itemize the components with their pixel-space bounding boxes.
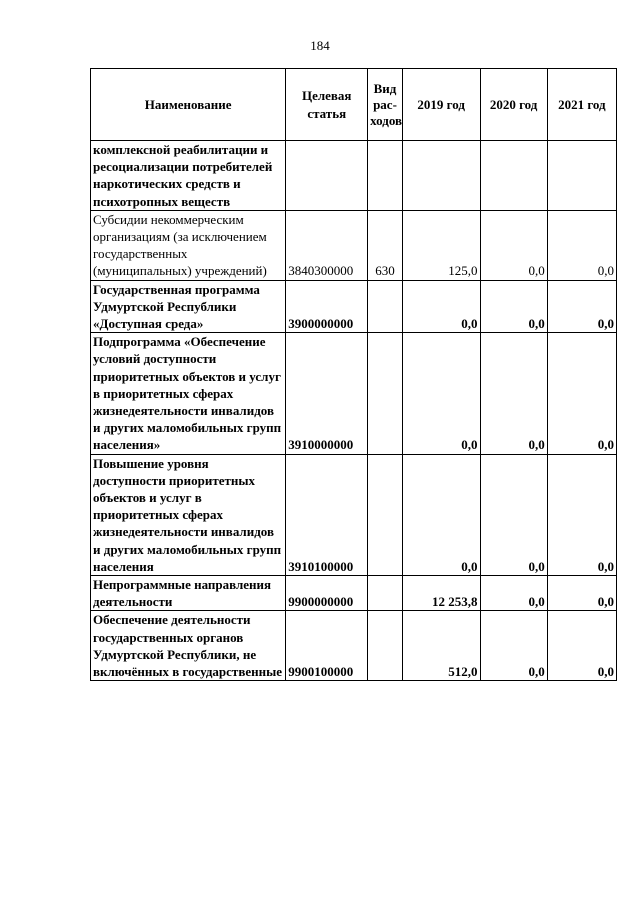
table-row [91, 576, 617, 611]
table-row [91, 611, 617, 681]
row-value-2021: 0,0 [547, 280, 616, 333]
header-target: Целевая статья [286, 69, 368, 141]
row-value-2021: 0,0 [547, 611, 616, 681]
header-2021: 2021 год [547, 69, 616, 141]
row-name: Повышение уровня доступности приоритетных объектов и услуг в приоритетных сферах жизнедеятельности инвалидов и других маломобильных групп населения [91, 454, 286, 575]
row-value-2019: 512,0 [402, 611, 480, 681]
table-row [91, 454, 617, 575]
header-2019: 2019 год [402, 69, 480, 141]
header-2020: 2020 год [480, 69, 547, 141]
row-value-2021: 0,0 [547, 210, 616, 280]
row-value-2020: 0,0 [480, 576, 547, 611]
row-value-2020 [480, 141, 547, 211]
row-value-2021 [547, 141, 616, 211]
row-value-2021: 0,0 [547, 333, 616, 454]
row-name: Субсидии некоммерческим организациям (за исключением государственных (муниципальных) учреждений) [91, 210, 286, 280]
row-value-2019 [402, 141, 480, 211]
row-value-2019: 125,0 [402, 210, 480, 280]
row-value-2021: 0,0 [547, 454, 616, 575]
row-name: Непрограммные направления деятельности [91, 576, 286, 611]
row-expense-type [368, 611, 403, 681]
row-target-code: 9900000000 [286, 576, 368, 611]
row-name: Обеспечение деятельности государственных органов Удмуртской Республики, не включённых в государственные [91, 611, 286, 681]
row-expense-type [368, 454, 403, 575]
table-row [91, 141, 617, 211]
row-target-code: 3840300000 [286, 210, 368, 280]
table-row [91, 333, 617, 454]
row-expense-type [368, 576, 403, 611]
row-value-2020: 0,0 [480, 280, 547, 333]
row-value-2019: 12 253,8 [402, 576, 480, 611]
row-value-2019: 0,0 [402, 280, 480, 333]
row-expense-type [368, 141, 403, 211]
table-row [91, 210, 617, 280]
row-value-2019: 0,0 [402, 333, 480, 454]
row-target-code: 9900100000 [286, 611, 368, 681]
row-expense-type [368, 333, 403, 454]
row-name: Подпрограмма «Обеспечение условий доступности приоритетных объектов и услуг в приоритетных сферах жизнедеятельности инвалидов и других маломобильных групп населения» [91, 333, 286, 454]
header-name: Наименование [91, 69, 286, 141]
row-value-2020: 0,0 [480, 333, 547, 454]
row-name: Государственная программа Удмуртской Республики «Доступная среда» [91, 280, 286, 333]
table-header-row [91, 69, 617, 141]
header-expense-type: Вид рас-ходов [368, 69, 403, 141]
page-number: 184 [310, 38, 330, 53]
row-value-2020: 0,0 [480, 210, 547, 280]
budget-table [90, 68, 617, 681]
row-value-2021: 0,0 [547, 576, 616, 611]
row-name: комплексной реабилитации и ресоциализации потребителей наркотических средств и психотропных веществ [91, 141, 286, 211]
row-expense-type: 630 [368, 210, 403, 280]
row-target-code: 3910100000 [286, 454, 368, 575]
row-target-code: 3900000000 [286, 280, 368, 333]
row-expense-type [368, 280, 403, 333]
row-target-code: 3910000000 [286, 333, 368, 454]
table-row [91, 280, 617, 333]
row-target-code [286, 141, 368, 211]
row-value-2019: 0,0 [402, 454, 480, 575]
row-value-2020: 0,0 [480, 454, 547, 575]
row-value-2020: 0,0 [480, 611, 547, 681]
